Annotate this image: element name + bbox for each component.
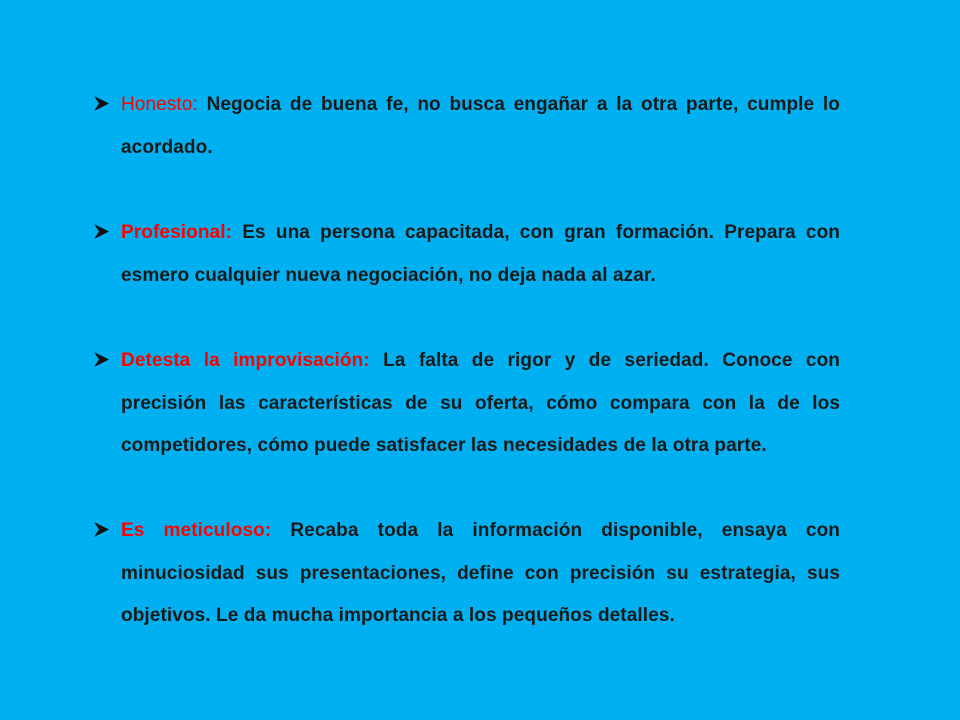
bullet-text (121, 510, 840, 638)
bullet-text (121, 340, 840, 468)
bullet-description: La falta de rigor y de seriedad. Conoce con precisión las características de su oferta, cómo compara con la de los competidores, cómo puede satisfacer las necesidades de la otra parte. (121, 350, 840, 456)
bullet-text (121, 212, 840, 297)
bullet-item-detesta-improvisacion (93, 340, 840, 468)
bullet-description: Es una persona capacitada, con gran formación. Prepara con esmero cualquier nueva negociación, no deja nada al azar. (121, 222, 840, 286)
bullet-description: Negocia de buena fe, no busca engañar a la otra parte, cumple lo acordado. (121, 94, 840, 158)
bullet-term: Honesto: (121, 94, 198, 115)
bullet-text (121, 84, 840, 169)
arrowhead-bullet-icon (93, 521, 110, 538)
bullet-term: Detesta la improvisación: (121, 350, 370, 371)
bullet-term: Es meticuloso: (121, 520, 272, 541)
arrowhead-bullet-icon (93, 351, 110, 368)
bullet-item-meticuloso (93, 510, 840, 638)
bullet-item-profesional (93, 212, 840, 297)
bullet-item-honesto (93, 84, 840, 169)
arrowhead-bullet-icon (93, 95, 110, 112)
arrowhead-bullet-icon (93, 223, 110, 240)
bullet-term: Profesional: (121, 222, 232, 243)
bullet-description: Recaba toda la información disponible, ensaya con minuciosidad sus presentaciones, define con precisión su estrategia, sus objetivos. Le da mucha importancia a los pequeños detalles. (121, 520, 840, 626)
